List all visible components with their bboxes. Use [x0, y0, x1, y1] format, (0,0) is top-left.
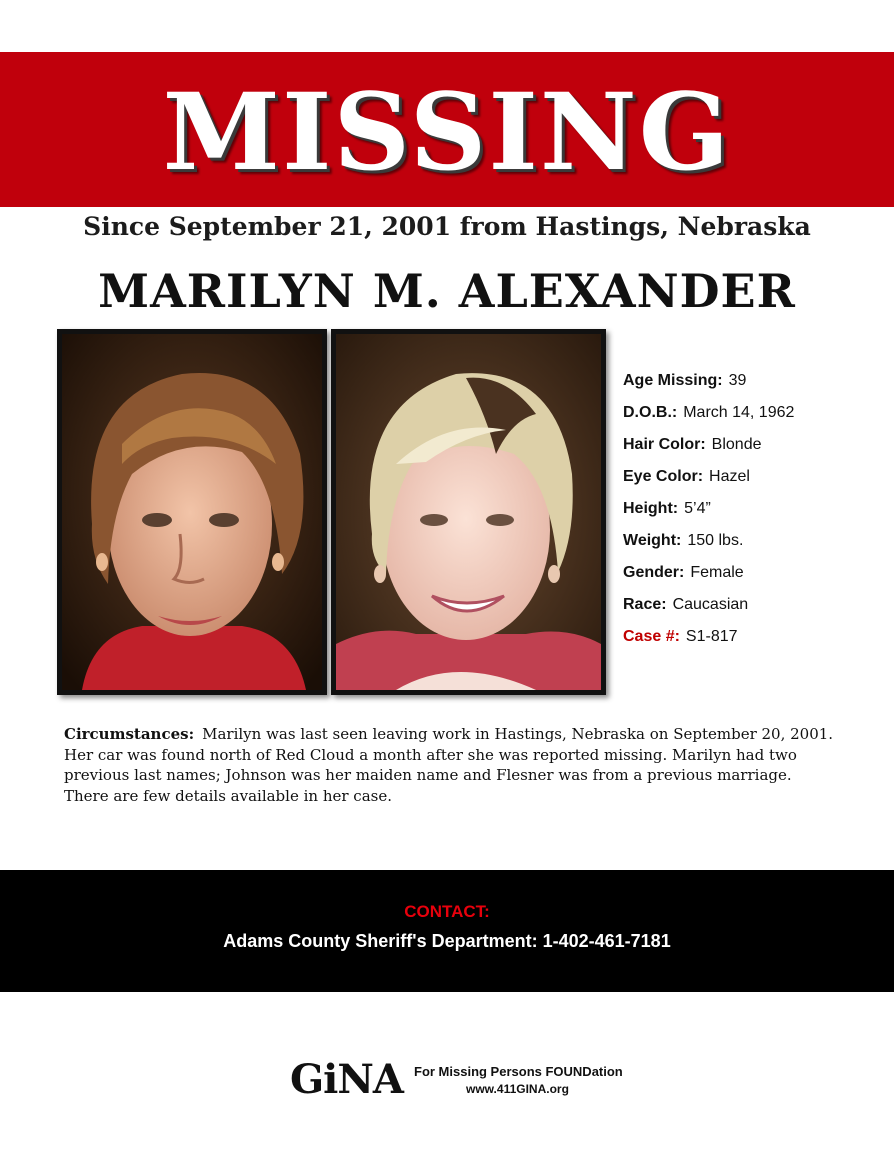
missing-banner — [0, 52, 894, 207]
circumstances — [64, 724, 834, 806]
person-photo-1 — [57, 329, 327, 695]
gina-logo: GiNA — [290, 1056, 403, 1103]
person-photo-2 — [331, 329, 606, 695]
contact-bar — [0, 870, 894, 992]
footer-website[interactable]: www.411GINA.org — [466, 1082, 569, 1096]
detail-weight: Weight: 150 lbs. — [623, 532, 744, 549]
portrait-photo-icon — [336, 334, 601, 690]
person-name: MARILYN M. ALEXANDER — [98, 264, 796, 318]
contact-label: CONTACT: — [404, 902, 490, 921]
missing-since-line: Since September 21, 2001 from Hastings, Nebraska — [83, 212, 811, 241]
detail-race: Race: Caucasian — [623, 596, 749, 613]
detail-dob: D.O.B.: March 14, 1962 — [623, 404, 795, 421]
detail-age-missing: Age Missing: 39 — [623, 372, 747, 389]
footer-tagline: For Missing Persons FOUNDation — [414, 1064, 623, 1079]
detail-hair-color: Hair Color: Blonde — [623, 436, 762, 453]
portrait-photo-icon — [62, 334, 322, 690]
person-details — [623, 365, 883, 653]
detail-eye-color: Eye Color: Hazel — [623, 468, 750, 485]
circumstances-text: Marilyn was last seen leaving work in Hastings, Nebraska on September 20, 2001. Her car was found north of Red Cloud a month after she was reported missing. Marilyn had two previous last names; Johnson was her maiden name and Flesner was from a previous marriage. There are few details available in her case. — [64, 725, 834, 805]
circumstances-label: Circumstances: — [64, 725, 195, 743]
detail-case-number: Case #: S1-817 — [623, 628, 738, 645]
banner-title: MISSING — [162, 68, 732, 194]
footer-branding — [290, 1058, 650, 1102]
detail-height: Height: 5’4” — [623, 500, 711, 517]
detail-gender: Gender: Female — [623, 564, 744, 581]
contact-info: Adams County Sheriff's Department: 1-402-461-7181 — [223, 931, 671, 951]
